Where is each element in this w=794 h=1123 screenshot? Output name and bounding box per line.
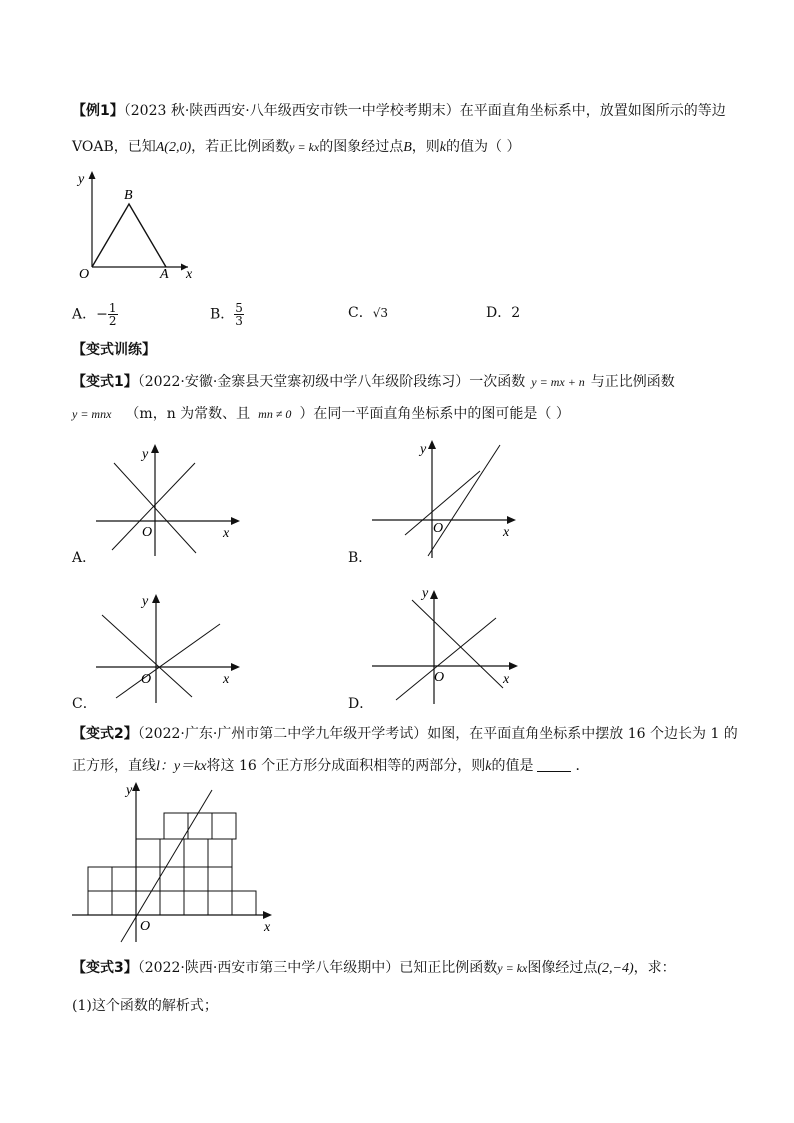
graph-b-y-arrow — [428, 440, 436, 449]
graph-a-label-x: x — [223, 526, 230, 541]
variant3-point: (2,−4) — [597, 961, 634, 976]
training-header: 【变式训练】 — [72, 342, 156, 358]
label-y: y — [78, 172, 85, 187]
graph-c-label-o: O — [141, 672, 152, 687]
option-a-fraction — [108, 302, 118, 327]
v1-option-c[interactable]: C． — [72, 696, 97, 712]
option-c[interactable] — [348, 303, 388, 323]
variant2-text-c: 将这 16 个正方形分成面积相等的两部分，则 — [206, 758, 486, 774]
graph-b-label-o: O — [433, 521, 444, 536]
function-mnx: y = mnx — [72, 407, 112, 421]
graph-b — [370, 436, 530, 563]
variant2-text-d: 的值是 — [491, 758, 534, 774]
graph-d-line1 — [412, 600, 503, 688]
squares-figure — [68, 778, 280, 946]
graph-d-label-o: O — [434, 670, 445, 685]
variant3-text-c: ，求： — [633, 960, 676, 976]
label-a: A — [160, 267, 169, 282]
variant1-line2 — [72, 404, 570, 424]
option-d-label: D． — [486, 305, 512, 321]
graph-a-label-o: O — [142, 525, 153, 540]
option-d[interactable] — [486, 303, 520, 323]
v2-label-o: O — [140, 919, 151, 934]
example1-text-d: ，则 — [411, 139, 440, 155]
graph-b-line2 — [428, 445, 500, 556]
option-a-sign: − — [96, 306, 108, 323]
variant1-text-c: （m，n 为常数、且 — [125, 406, 251, 422]
function-y-kx: y = kx — [289, 140, 320, 154]
graph-c-y-arrow — [152, 594, 160, 603]
option-a-denominator: 2 — [108, 314, 117, 328]
variant1-text-a: （2022·安徽·金寨县天堂寨初级中学八年级阶段练习）一次函数 — [137, 374, 526, 390]
triangle-figure — [70, 168, 200, 283]
option-c-label: C． — [348, 305, 373, 321]
label-b: B — [124, 188, 133, 203]
option-b-denominator: 3 — [235, 314, 243, 328]
variant3-line1 — [72, 958, 676, 979]
v2-label-y: y — [126, 783, 133, 798]
v2-y-arrow — [132, 782, 140, 791]
graph-a-label-y: y — [142, 447, 149, 462]
variant1-text-d: ）在同一平面直角坐标系中的图可能是（ ） — [299, 406, 570, 422]
graph-d — [370, 582, 530, 710]
v1-option-a[interactable]: A． — [72, 550, 97, 566]
variant2-tag: 【变式2】 — [72, 726, 138, 742]
variant1-line1 — [72, 372, 675, 392]
example1-text-a: VOAB，已知 — [72, 139, 156, 155]
graph-b-x-arrow — [507, 516, 516, 524]
example1-text-c: 的图象经过点 — [319, 139, 404, 155]
option-b[interactable] — [210, 302, 244, 327]
graph-a — [92, 438, 252, 563]
v2-x-arrow — [263, 911, 272, 919]
graph-a-x-arrow — [231, 517, 240, 525]
option-b-label: B． — [210, 306, 235, 323]
graph-d-label-y: y — [422, 586, 429, 601]
option-a-numerator: 1 — [108, 301, 117, 315]
var-k: k — [439, 140, 446, 155]
triangle-oab — [92, 204, 166, 267]
variant2-line1 — [72, 724, 738, 744]
graph-d-line2 — [396, 618, 496, 700]
squares-grid — [88, 813, 256, 915]
v1-option-b[interactable]: B． — [348, 550, 373, 566]
variant2-text-e: ． — [575, 758, 590, 774]
variant3-tag: 【变式3】 — [72, 960, 138, 976]
variant3-function: y = kx — [497, 961, 528, 975]
function-mx-n: y = mx + n — [531, 375, 585, 389]
option-b-numerator: 5 — [235, 301, 243, 315]
example1-tag: 【例1】 — [72, 103, 124, 119]
example1-text-e: 的值为（ ） — [446, 139, 521, 155]
graph-b-label-y: y — [420, 442, 427, 457]
answer-blank[interactable] — [537, 757, 571, 772]
graph-b-label-x: x — [503, 525, 510, 540]
graph-c-label-y: y — [142, 594, 149, 609]
option-b-fraction — [234, 302, 244, 327]
variant2-var-k: k — [485, 759, 492, 774]
example1-line1 — [72, 101, 726, 121]
graph-c-line2 — [116, 624, 220, 698]
point-b: B — [403, 140, 412, 155]
option-c-value: √3 — [372, 306, 388, 320]
line-l-equation: l：y＝kx — [156, 759, 207, 774]
graph-c — [92, 585, 252, 710]
graph-a-y-arrow — [151, 444, 159, 453]
graph-d-label-x: x — [503, 672, 510, 687]
option-a-label: A． — [72, 306, 97, 323]
option-a[interactable] — [72, 302, 118, 327]
y-axis-arrow — [89, 171, 96, 179]
condition-mn: mn ≠ 0 — [258, 407, 292, 421]
variant1-tag: 【变式1】 — [72, 374, 138, 390]
graph-c-x-arrow — [231, 663, 240, 671]
variant2-line2 — [72, 756, 589, 777]
variant1-text-b: 与正比例函数 — [590, 374, 675, 390]
graph-d-x-arrow — [509, 662, 518, 670]
variant3-question1: (1)这个函数的解析式； — [72, 998, 218, 1014]
variant3-text-a: （2022·陕西·西安市第三中学八年级期中）已知正比例函数 — [137, 960, 498, 976]
variant2-text-a: （2022·广东·广州市第二中学九年级开学考试）如图，在平面直角坐标系中摆放 16 个边长为 1 的 — [137, 726, 738, 742]
label-o: O — [79, 267, 90, 282]
example1-source: （2023 秋·陕西西安·八年级西安市铁一中学校考期末）在平面直角坐标系中，放置如图所示的等边 — [123, 103, 726, 119]
graph-d-y-arrow — [430, 590, 438, 599]
label-x: x — [186, 267, 193, 282]
example1-text-b: ，若正比例函数 — [191, 139, 290, 155]
v1-option-d[interactable]: D． — [348, 696, 374, 712]
graph-c-label-x: x — [223, 672, 230, 687]
point-a-coord: A(2,0) — [155, 140, 192, 155]
option-d-value: 2 — [511, 305, 521, 321]
variant3-text-b: 图像经过点 — [527, 960, 598, 976]
variant2-text-b: 正方形，直线 — [72, 758, 156, 774]
example1-line2 — [72, 137, 520, 158]
v2-label-x: x — [264, 920, 271, 935]
